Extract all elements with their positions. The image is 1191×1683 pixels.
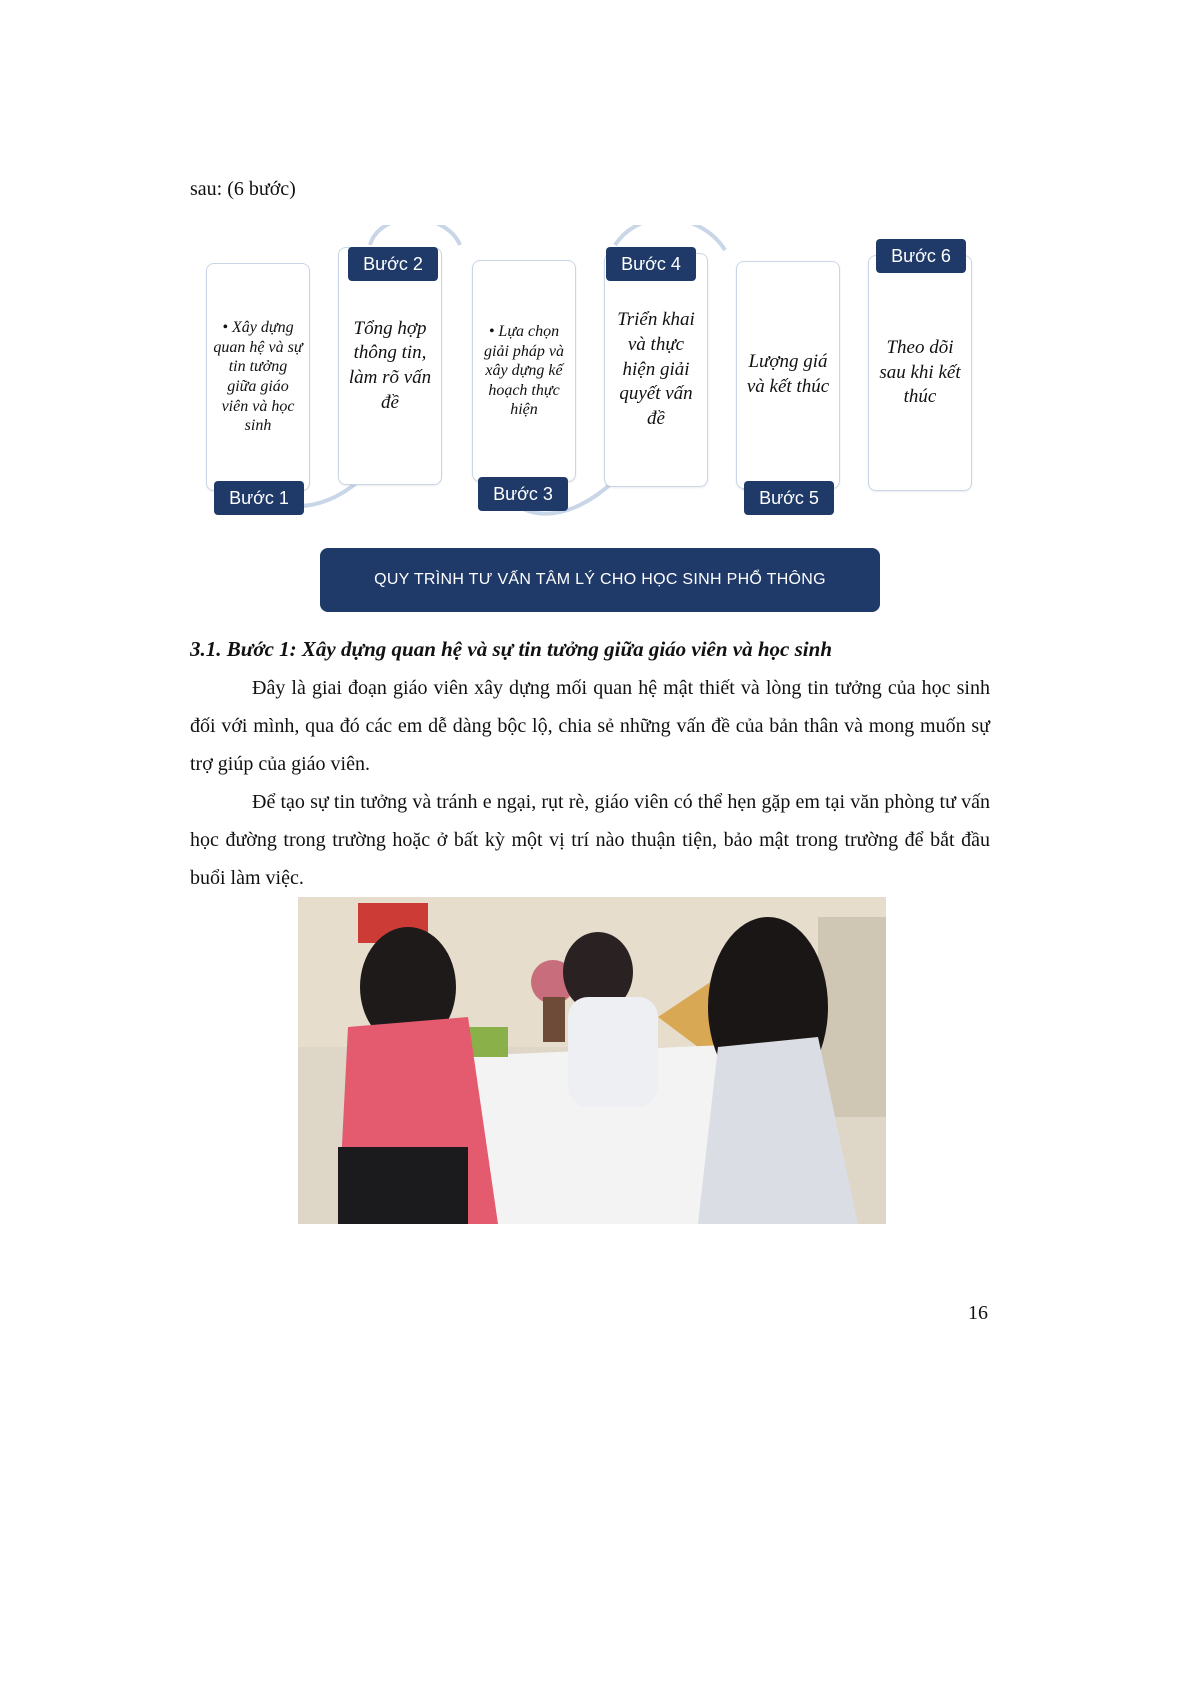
step-1-box: • Xây dựng quan hệ và sự tin tưởng giữa giáo viên và học sinh (206, 263, 310, 491)
paragraph (190, 669, 990, 783)
step-3-box: • Lựa chọn giải pháp và xây dựng kế hoạch thực hiện (472, 260, 576, 482)
step-4-label: Bước 4 (606, 247, 696, 281)
diagram-title-banner: QUY TRÌNH TƯ VẤN TÂM LÝ CHO HỌC SINH PHỔ THÔNG (320, 548, 880, 612)
intro-text: sau: (6 bước) (190, 178, 296, 200)
section-heading: 3.1. Bước 1: Xây dựng quan hệ và sự tin tưởng giữa giáo viên và học sinh (190, 637, 832, 661)
step-5-label: Bước 5 (744, 481, 834, 515)
paragraph (190, 783, 990, 897)
step-2-label: Bước 2 (348, 247, 438, 281)
step-3-label: Bước 3 (478, 477, 568, 511)
step-5-box: Lượng giá và kết thúc (736, 261, 840, 489)
process-diagram (190, 225, 990, 525)
paragraph-text: Để tạo sự tin tưởng và tránh e ngại, rụt rè, giáo viên có thể hẹn gặp em tại văn phòng tư vấn học đường trong trường hoặc ở bất kỳ một vị trí nào thuận tiện, bảo mật trong trường để bắt đầu buổi làm việc. (190, 791, 990, 889)
step-6-label: Bước 6 (876, 239, 966, 273)
step-1-label: Bước 1 (214, 481, 304, 515)
page-number: 16 (968, 1302, 988, 1324)
step-6-box: Theo dõi sau khi kết thúc (868, 255, 972, 491)
step-2-box: Tổng hợp thông tin, làm rõ vấn đề (338, 247, 442, 485)
counseling-photo (298, 897, 886, 1224)
paragraph-text: Đây là giai đoạn giáo viên xây dựng mối quan hệ mật thiết và lòng tin tưởng của học sinh đối với mình, qua đó các em dễ dàng bộc lộ, chia sẻ những vấn đề của bản thân và mong muốn sự trợ giúp của giáo viên. (190, 677, 990, 775)
step-4-box: Triển khai và thực hiện giải quyết vấn đề (604, 253, 708, 487)
